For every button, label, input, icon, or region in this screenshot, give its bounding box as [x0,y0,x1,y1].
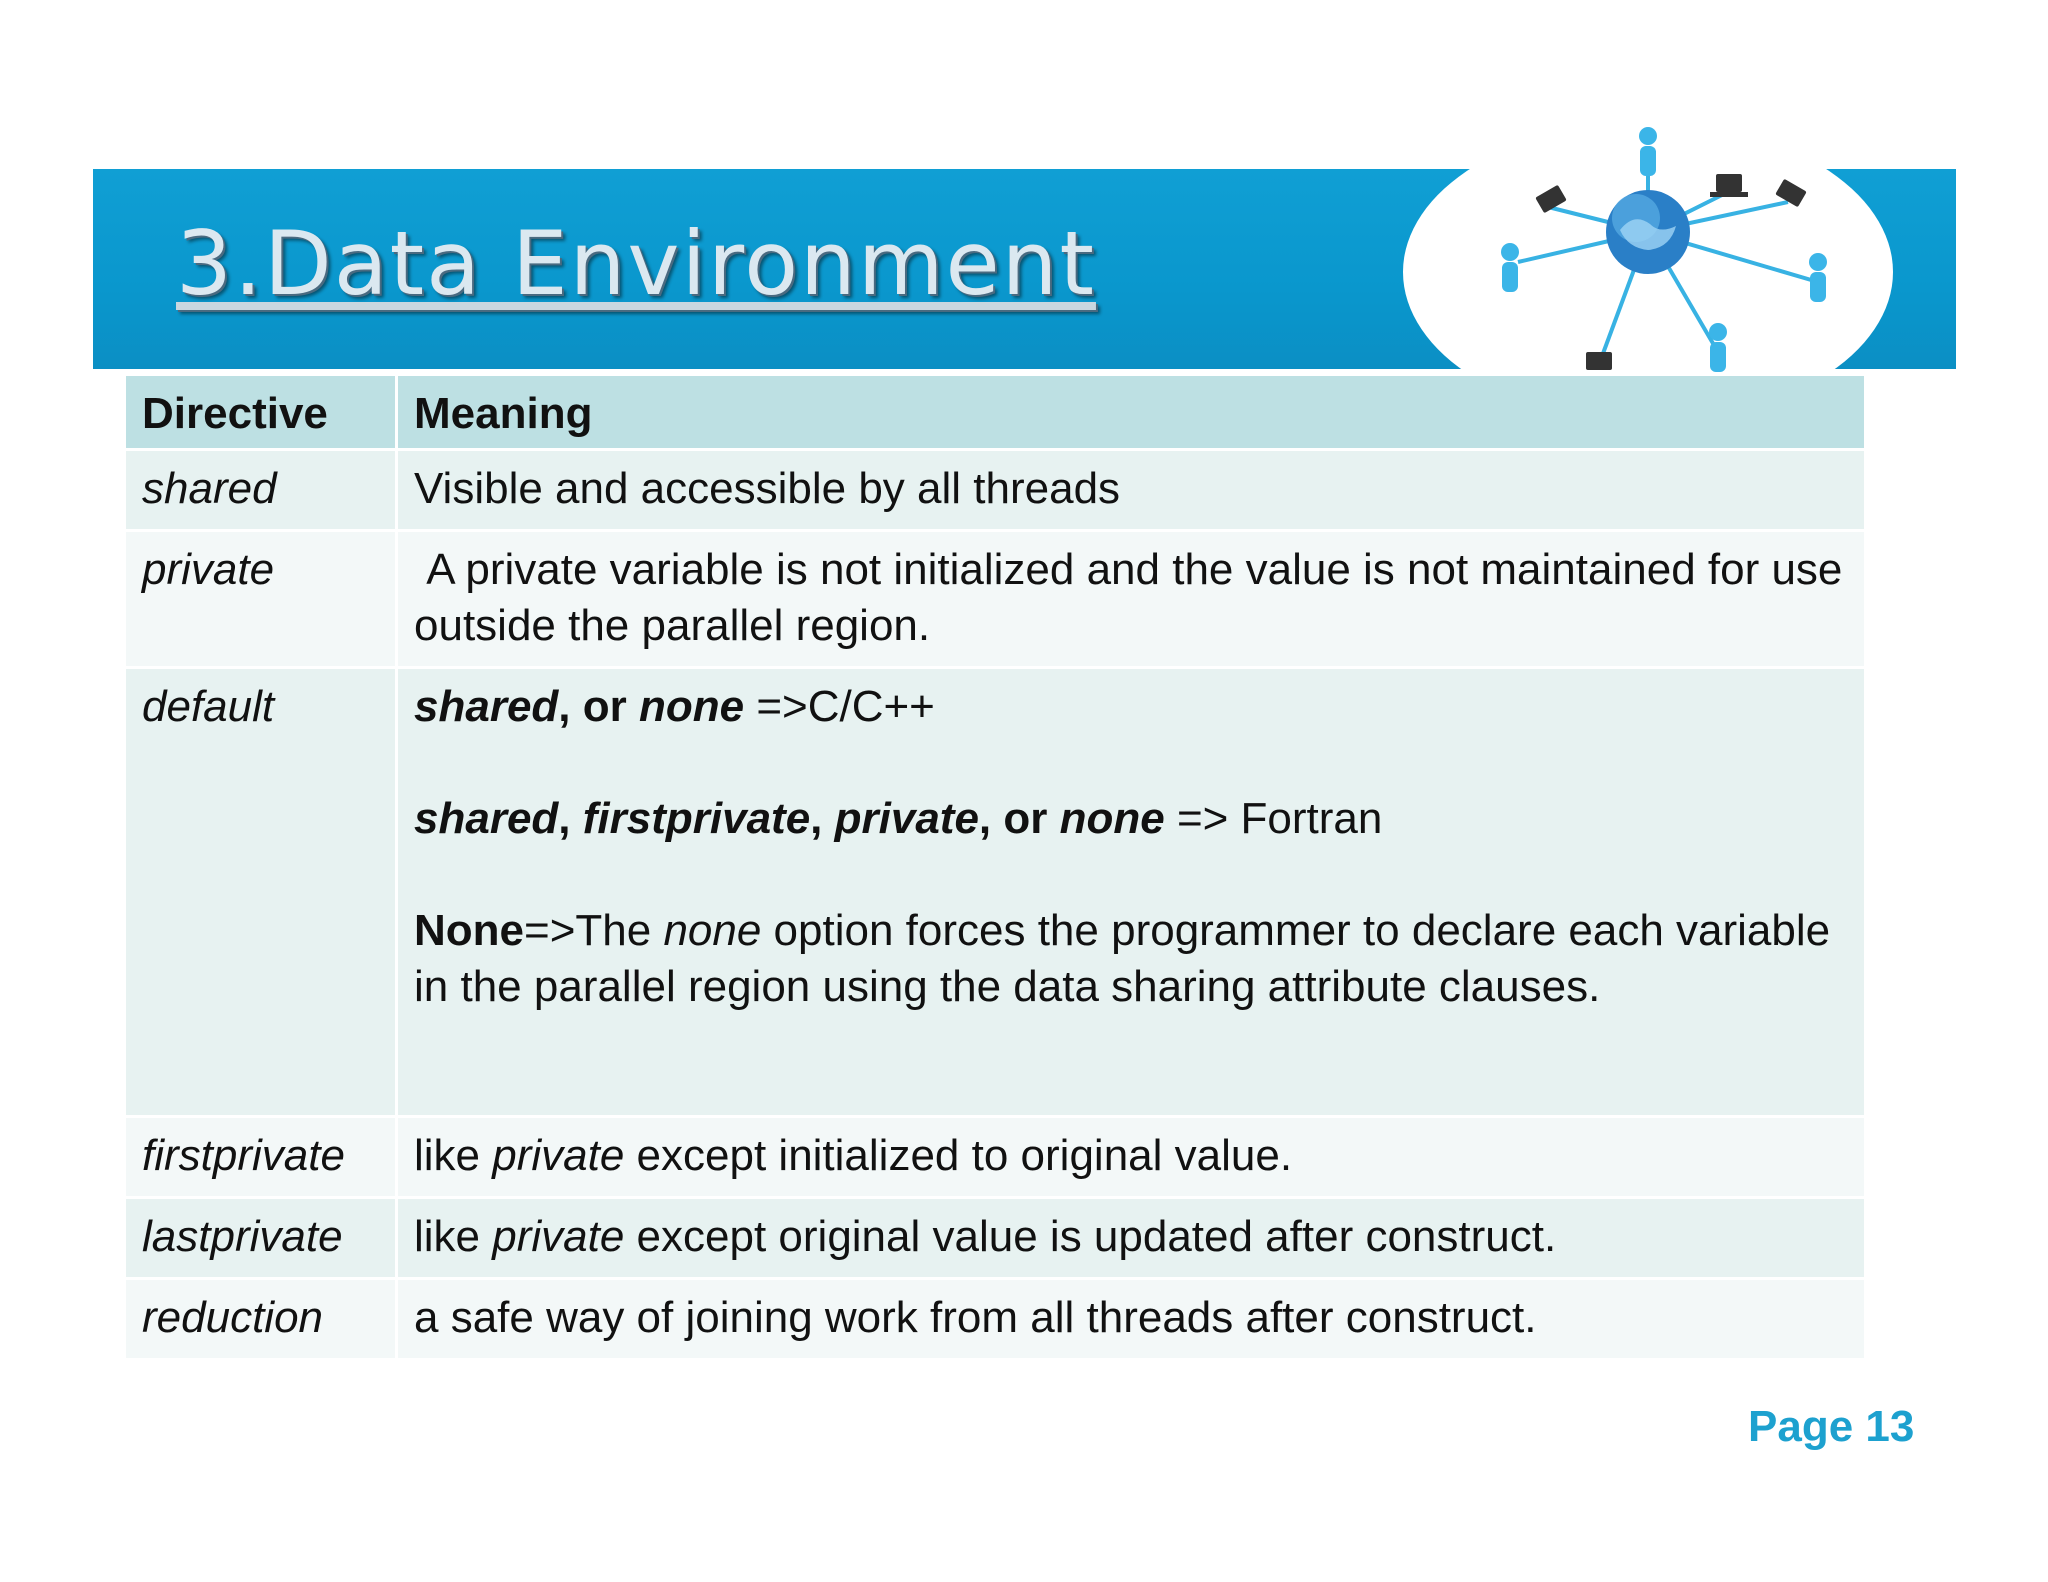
column-header-directive: Directive [125,375,397,450]
table-header-row [125,375,1866,450]
directive-cell: lastprivate [125,1198,397,1279]
directive-table [123,373,1867,1361]
network-globe-icon [1398,112,1898,374]
meaning-cell: A private variable is not initialized and the value is not maintained for use outside the parallel region. [397,531,1866,668]
directive-cell: shared [125,450,397,531]
default-line-none: None=>The none option forces the programmer to declare each variable in the parallel region using the data sharing attribute clauses. [414,906,1831,1011]
table-row-lastprivate [125,1198,1866,1279]
page-number: Page 13 [1748,1402,1915,1451]
directive-cell: firstprivate [125,1117,397,1198]
default-line-c: shared, or none =>C/C++ [414,682,935,731]
slide-title: 3.Data Environment [176,212,1096,315]
meaning-cell [397,668,1866,1117]
default-line-fortran: shared, firstprivate, private, or none => Fortran [414,794,1383,843]
directive-cell: default [125,668,397,1117]
directive-cell: private [125,531,397,668]
table-row-reduction [125,1279,1866,1360]
table-row-shared [125,450,1866,531]
meaning-cell: like private except original value is updated after construct. [397,1198,1866,1279]
column-header-meaning: Meaning [397,375,1866,450]
table-row-default [125,668,1866,1117]
directive-cell: reduction [125,1279,397,1360]
meaning-cell: like private except initialized to original value. [397,1117,1866,1198]
table-row-private [125,531,1866,668]
meaning-cell: a safe way of joining work from all threads after construct. [397,1279,1866,1360]
table-row-firstprivate [125,1117,1866,1198]
meaning-cell: Visible and accessible by all threads [397,450,1866,531]
